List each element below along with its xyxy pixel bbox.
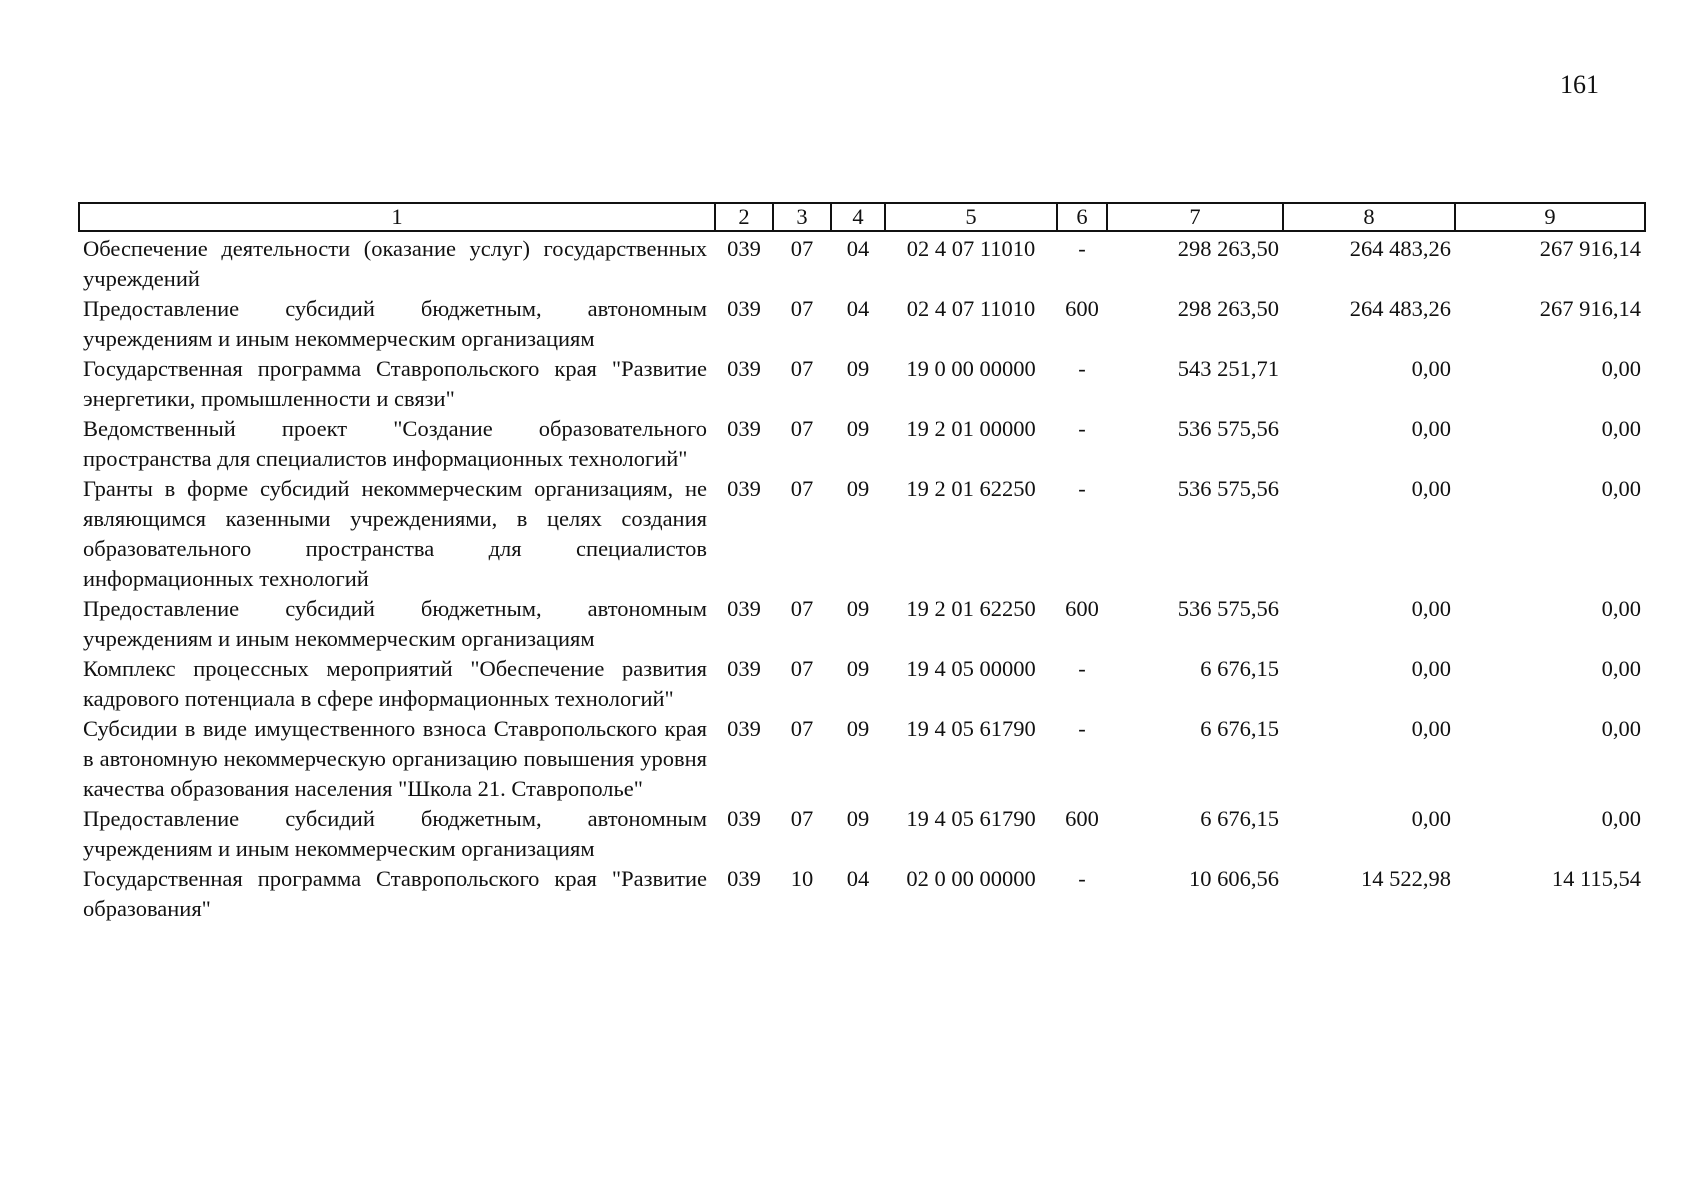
row-col-3: 07 [790,356,814,381]
row-name: Субсидии в виде имущественного взноса Ставропольского края в автономную некоммерческую организацию повышения уровня качества образования населения "Школа 21. Ставрополье" [83,716,707,801]
row-col-9: 0,00 [1601,656,1641,681]
row-col-4: 09 [846,416,870,441]
row-col-5: 02 0 00 00000 [906,866,1036,891]
row-col-8: 0,00 [1411,476,1451,501]
row-col-7: 536 575,56 [1177,416,1279,441]
row-col-2: 039 [727,296,761,321]
table-row [79,294,1645,354]
row-col-2: 039 [727,236,761,261]
header-col-1: 1 [79,203,715,231]
header-col-8: 8 [1283,203,1455,231]
row-col-4: 09 [846,656,870,681]
row-col-4: 09 [846,806,870,831]
row-col-7: 298 263,50 [1177,296,1279,321]
row-name: Предоставление субсидий бюджетным, автономным учреждениям и иным некоммерческим организациям [83,806,707,861]
row-col-7: 6 676,15 [1200,806,1279,831]
row-col-4: 09 [846,596,870,621]
row-col-2: 039 [727,656,761,681]
row-col-3: 07 [790,236,814,261]
row-col-3: 10 [790,866,814,891]
row-col-3: 07 [790,716,814,741]
row-col-2: 039 [727,716,761,741]
row-col-8: 0,00 [1411,416,1451,441]
row-col-5: 02 4 07 11010 [906,296,1036,321]
row-col-6: - [1078,356,1086,381]
header-col-4: 4 [831,203,885,231]
row-col-3: 07 [790,806,814,831]
row-col-6: 600 [1065,806,1099,831]
row-col-6: 600 [1065,596,1099,621]
row-col-3: 07 [790,596,814,621]
row-col-7: 6 676,15 [1200,716,1279,741]
row-col-2: 039 [727,866,761,891]
table-row [79,474,1645,594]
row-col-6: 600 [1065,296,1099,321]
header-col-2: 2 [715,203,773,231]
row-col-7: 536 575,56 [1177,596,1279,621]
row-col-8: 0,00 [1411,356,1451,381]
row-col-8: 264 483,26 [1349,296,1451,321]
table-row [79,714,1645,804]
row-col-2: 039 [727,596,761,621]
row-col-9: 14 115,54 [1551,866,1641,891]
table-row [79,414,1645,474]
page-number: 161 [1560,70,1599,99]
row-col-9: 0,00 [1601,716,1641,741]
row-col-9: 0,00 [1601,476,1641,501]
row-name: Обеспечение деятельности (оказание услуг) государственных учреждений [83,236,707,291]
row-col-3: 07 [790,656,814,681]
row-name: Государственная программа Ставропольского края "Развитие образования" [83,866,707,921]
header-col-5: 5 [885,203,1057,231]
header-col-3: 3 [773,203,831,231]
row-col-8: 14 522,98 [1361,866,1451,891]
row-name: Государственная программа Ставропольского края "Развитие энергетики, промышленности и связи" [83,356,707,411]
row-col-4: 04 [846,866,870,891]
row-col-6: - [1078,866,1086,891]
row-col-3: 07 [790,476,814,501]
row-col-6: - [1078,716,1086,741]
table-row [79,594,1645,654]
row-col-8: 0,00 [1411,656,1451,681]
row-name: Комплекс процессных мероприятий "Обеспечение развития кадрового потенциала в сфере информационных технологий" [83,656,707,711]
row-col-4: 04 [846,296,870,321]
row-col-2: 039 [727,476,761,501]
row-col-7: 10 606,56 [1189,866,1279,891]
row-col-5: 19 2 01 62250 [906,596,1036,621]
row-col-3: 07 [790,296,814,321]
row-col-9: 0,00 [1601,356,1641,381]
row-col-4: 09 [846,716,870,741]
row-col-4: 04 [846,236,870,261]
table-row [79,864,1645,924]
row-col-8: 0,00 [1411,596,1451,621]
table-row [79,804,1645,864]
row-col-9: 267 916,14 [1539,296,1641,321]
row-col-7: 298 263,50 [1177,236,1279,261]
row-col-8: 0,00 [1411,716,1451,741]
table-row [79,231,1645,294]
header-col-6: 6 [1057,203,1107,231]
row-col-9: 0,00 [1601,596,1641,621]
row-col-5: 19 4 05 61790 [906,806,1036,831]
header-col-7: 7 [1107,203,1283,231]
row-col-6: - [1078,236,1086,261]
row-col-4: 09 [846,476,870,501]
row-col-7: 543 251,71 [1177,356,1279,381]
row-col-5: 19 4 05 00000 [906,656,1036,681]
row-col-9: 0,00 [1601,416,1641,441]
row-col-9: 267 916,14 [1539,236,1641,261]
table-row [79,654,1645,714]
row-col-6: - [1078,656,1086,681]
row-col-2: 039 [727,416,761,441]
row-col-8: 0,00 [1411,806,1451,831]
row-col-6: - [1078,416,1086,441]
header-col-9: 9 [1455,203,1645,231]
row-name: Ведомственный проект "Создание образовательного пространства для специалистов информационных технологий" [83,416,707,471]
row-col-7: 536 575,56 [1177,476,1279,501]
row-col-5: 19 2 01 62250 [906,476,1036,501]
row-name: Гранты в форме субсидий некоммерческим организациям, не являющимся казенными учреждениями, в целях создания образовательного пространства для специалистов информационных технологий [83,476,707,591]
row-col-7: 6 676,15 [1200,656,1279,681]
row-col-3: 07 [790,416,814,441]
row-col-6: - [1078,476,1086,501]
row-col-2: 039 [727,356,761,381]
row-col-2: 039 [727,806,761,831]
budget-table [78,202,1646,924]
row-col-9: 0,00 [1601,806,1641,831]
row-col-5: 19 0 00 00000 [906,356,1036,381]
row-name: Предоставление субсидий бюджетным, автономным учреждениям и иным некоммерческим организациям [83,596,707,651]
row-col-4: 09 [846,356,870,381]
table-row [79,354,1645,414]
row-col-5: 02 4 07 11010 [906,236,1036,261]
row-col-5: 19 2 01 00000 [906,416,1036,441]
row-col-5: 19 4 05 61790 [906,716,1036,741]
row-col-8: 264 483,26 [1349,236,1451,261]
header-row [79,203,1645,231]
row-name: Предоставление субсидий бюджетным, автономным учреждениям и иным некоммерческим организациям [83,296,707,351]
